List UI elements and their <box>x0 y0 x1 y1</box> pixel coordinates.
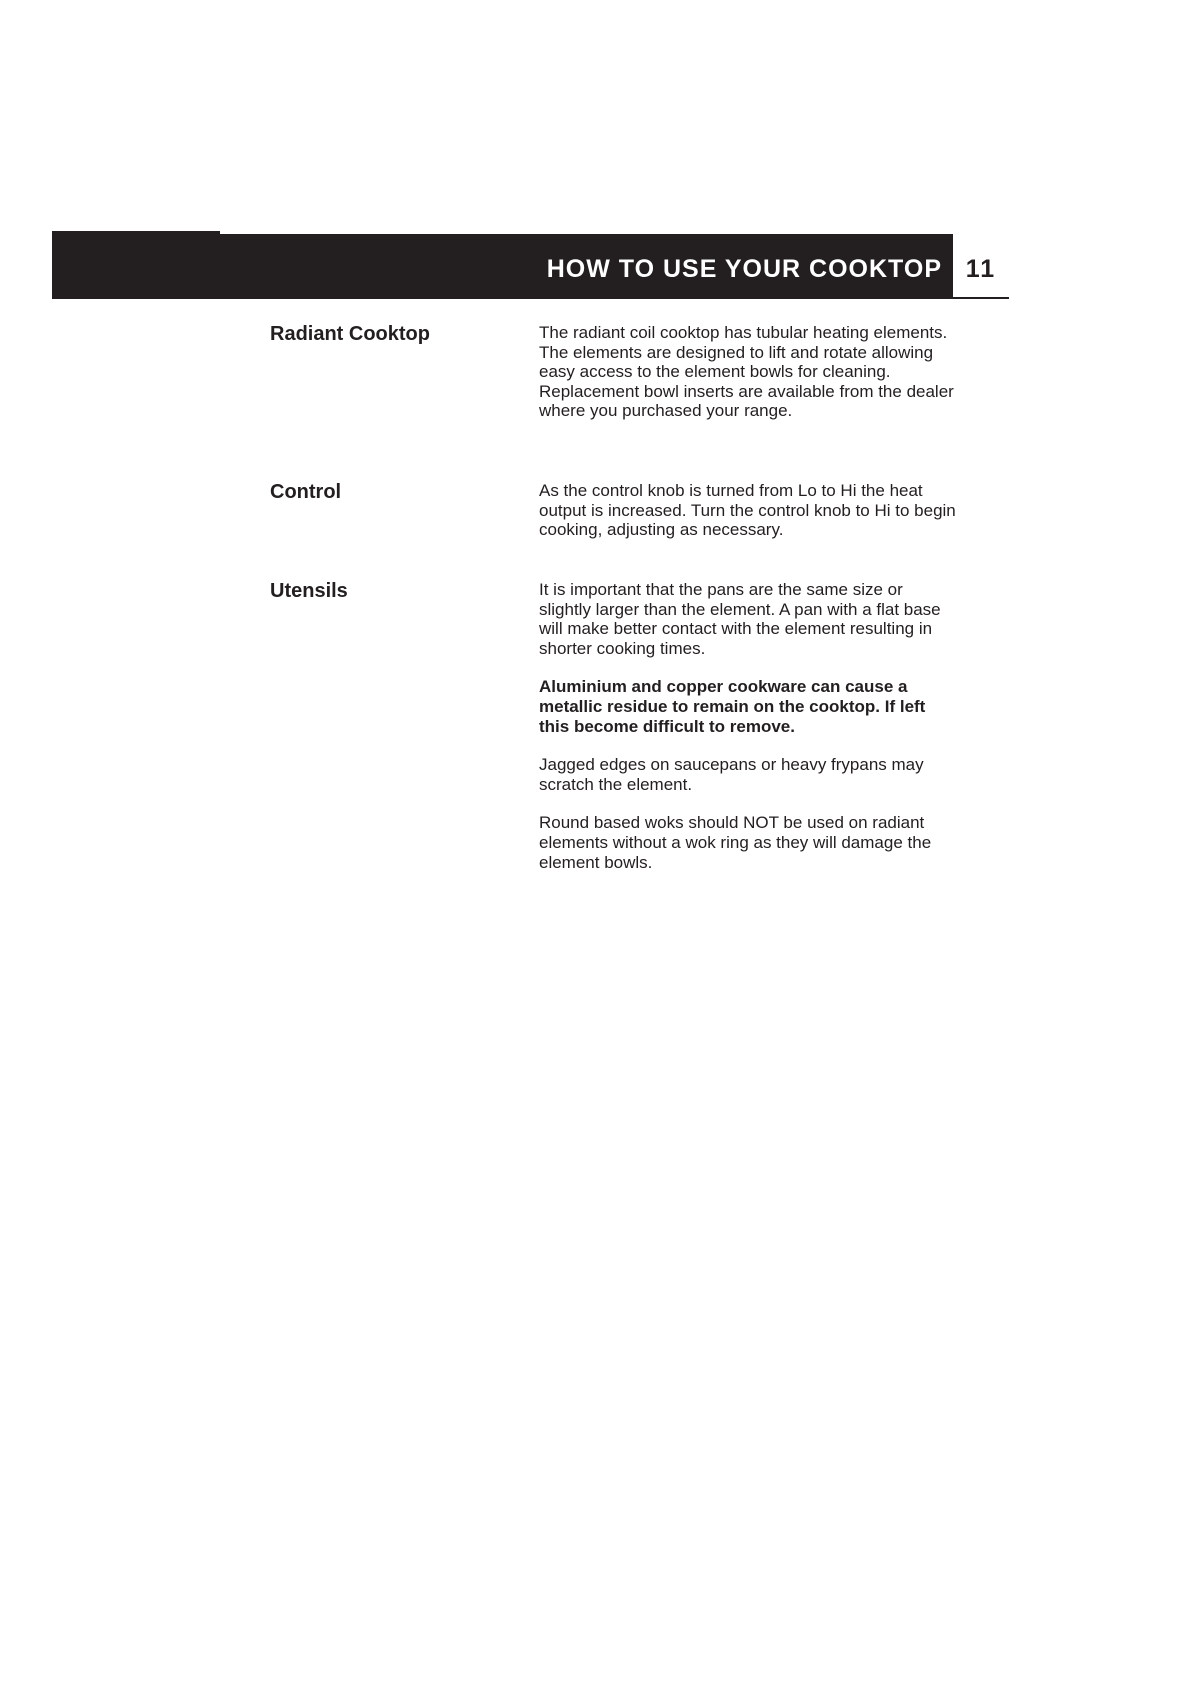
section-body <box>539 323 959 440</box>
section-heading: Utensils <box>270 580 348 602</box>
page-title: HOW TO USE YOUR COOKTOP <box>546 255 942 283</box>
header-bar <box>52 234 953 299</box>
section-body <box>539 481 959 559</box>
section-heading: Control <box>270 481 342 503</box>
paragraph: The radiant coil cooktop has tubular heating elements. The elements are designed to lift and rotate allowing easy access to the element bowls for cleaning. Replacement bowl inserts are available from the dealer where you purchased your range. <box>539 323 954 421</box>
paragraph: Round based woks should NOT be used on radiant elements without a wok ring as they will damage the element bowls. <box>539 813 932 872</box>
page-number: 11 <box>965 255 997 283</box>
paragraph: As the control knob is turned from Lo to Hi the heat output is increased. Turn the control knob to Hi to begin cooking, adjusting as necessary. <box>539 481 956 540</box>
page-number-underline <box>953 297 1009 299</box>
warning-paragraph: Aluminium and copper cookware can cause a metallic residue to remain on the cooktop. If left this become difficult to remove. <box>539 677 926 736</box>
section-heading: Radiant Cooktop <box>270 323 430 345</box>
paragraph: Jagged edges on saucepans or heavy frypans may scratch the element. <box>539 755 924 794</box>
section-body <box>539 580 959 891</box>
paragraph: It is important that the pans are the same size or slightly larger than the element. A pan with a flat base will make better contact with the element resulting in shorter cooking times. <box>539 580 941 658</box>
